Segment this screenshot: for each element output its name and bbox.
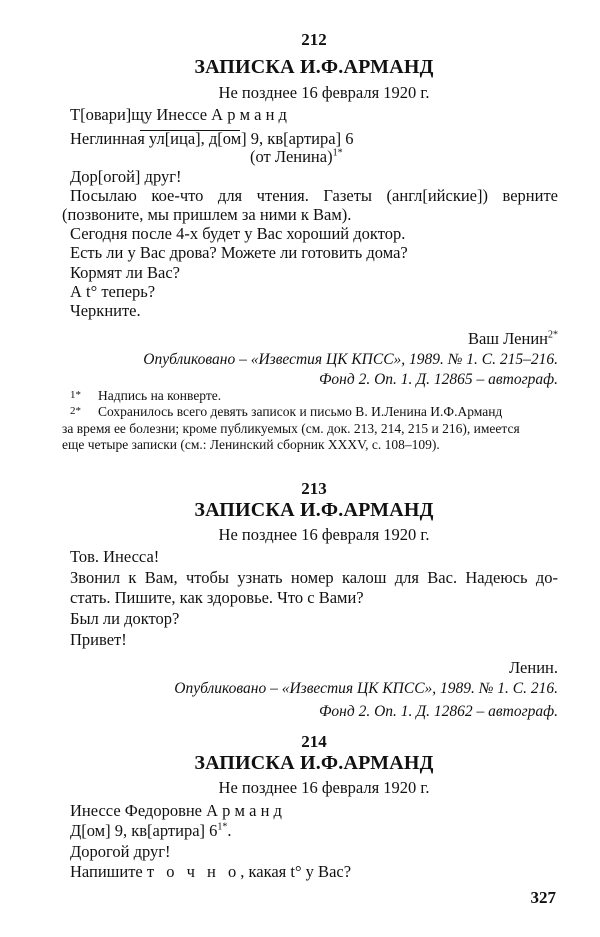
footnote-ref: 1* (332, 147, 343, 159)
address-text-end: . (227, 821, 232, 840)
text-line: Сегодня после 4-х будет у Вас хороший доктор. (70, 224, 406, 243)
document-date: Не позднее 16 февраля 1920 г. (218, 525, 430, 544)
emphasized-text: т о ч н о (146, 862, 241, 881)
address-line (70, 821, 558, 841)
address-line (70, 801, 558, 821)
address-text: Инессе Федоровне (70, 801, 207, 820)
footnote (70, 403, 558, 420)
address-line (70, 105, 558, 125)
archive-note: Фонд 2. Оп. 1. Д. 12862 – автограф. (318, 703, 558, 720)
page-number: 327 (530, 888, 556, 907)
document-date: Не позднее 16 февраля 1920 г. (218, 778, 430, 797)
footnote-mark: 1* (70, 389, 81, 401)
signature (70, 329, 558, 349)
document-title: ЗАПИСКА И.Ф.АРМАНД (194, 752, 434, 774)
text-line: Был ли доктор? (70, 609, 180, 628)
address-line: Неглинная ул[ица], д[ом] 9, кв[артира] 6 (70, 129, 354, 148)
document-title: ЗАПИСКА И.Ф.АРМАНД (194, 56, 434, 78)
footnote-text: Сохранилось всего девять записок и письмо В. И.Ленина И.Ф.Арманд (98, 404, 503, 419)
text-line: А t° теперь? (70, 282, 156, 301)
footnote-mark: 2* (70, 405, 81, 417)
document-title: ЗАПИСКА И.Ф.АРМАНД (194, 499, 434, 521)
text-line: Дор[огой] друг! (70, 167, 182, 186)
publication-note: Опубликовано – «Известия ЦК КПСС», 1989. № 1. С. 216. (174, 680, 558, 697)
addressee-name: А р м а н д (211, 105, 287, 124)
footnote-continuation: еще четыре записки (см.: Ленинский сборник XXXV, с. 108–109). (62, 437, 440, 452)
address-text: Т[овари]щу Инессе (70, 105, 212, 124)
footnote-ref: 1* (217, 821, 228, 833)
text-line: Дорогой друг! (70, 842, 171, 861)
text-line: стать. Пишите, как здоровье. Что с Вами? (70, 588, 364, 607)
footnote (70, 387, 558, 404)
footnote-continuation: за время ее болезни; кроме публикуемых (см. док. 213, 214, 215 и 216), имеется (62, 421, 520, 436)
signature: Ленин. (508, 658, 558, 677)
text-line: Черкните. (70, 301, 141, 320)
signature-text: Ваш Ленин (467, 329, 548, 348)
text-line: Звонил к Вам, чтобы узнать номер калош для Вас. Надеюсь до- (70, 568, 558, 587)
text-line (70, 862, 558, 882)
text-part: Напишите (70, 862, 147, 881)
text-line: Кормят ли Вас? (70, 263, 180, 282)
text-line: Посылаю кое-что для чтения. Газеты (англ[ийские]) верните (70, 186, 558, 205)
footnote-ref: 2* (548, 329, 558, 341)
text-line: Привет! (70, 630, 127, 649)
document-date: Не позднее 16 февраля 1920 г. (218, 83, 430, 102)
archive-note: Фонд 2. Оп. 1. Д. 12865 – автограф. (318, 371, 558, 388)
document-number: 212 (301, 30, 327, 49)
publication-note: Опубликовано – «Известия ЦК КПСС», 1989. № 1. С. 215–216. (143, 351, 558, 368)
address-text: Д[ом] 9, кв[артира] 6 (70, 821, 218, 840)
document-number: 214 (301, 732, 327, 751)
text-line: (позвоните, мы пришлем за ними к Вам). (62, 205, 352, 224)
address-text: (от Ленина) (250, 147, 333, 166)
text-part: , какая t° у Вас? (240, 862, 352, 881)
address-line (70, 147, 558, 167)
addressee-name: А р м а н д (206, 801, 282, 820)
text-line: Тов. Инесса! (70, 547, 160, 566)
document-number: 213 (301, 479, 327, 498)
text-line: Есть ли у Вас дрова? Можете ли готовить дома? (70, 243, 408, 262)
footnote-text: Надпись на конверте. (98, 388, 222, 403)
